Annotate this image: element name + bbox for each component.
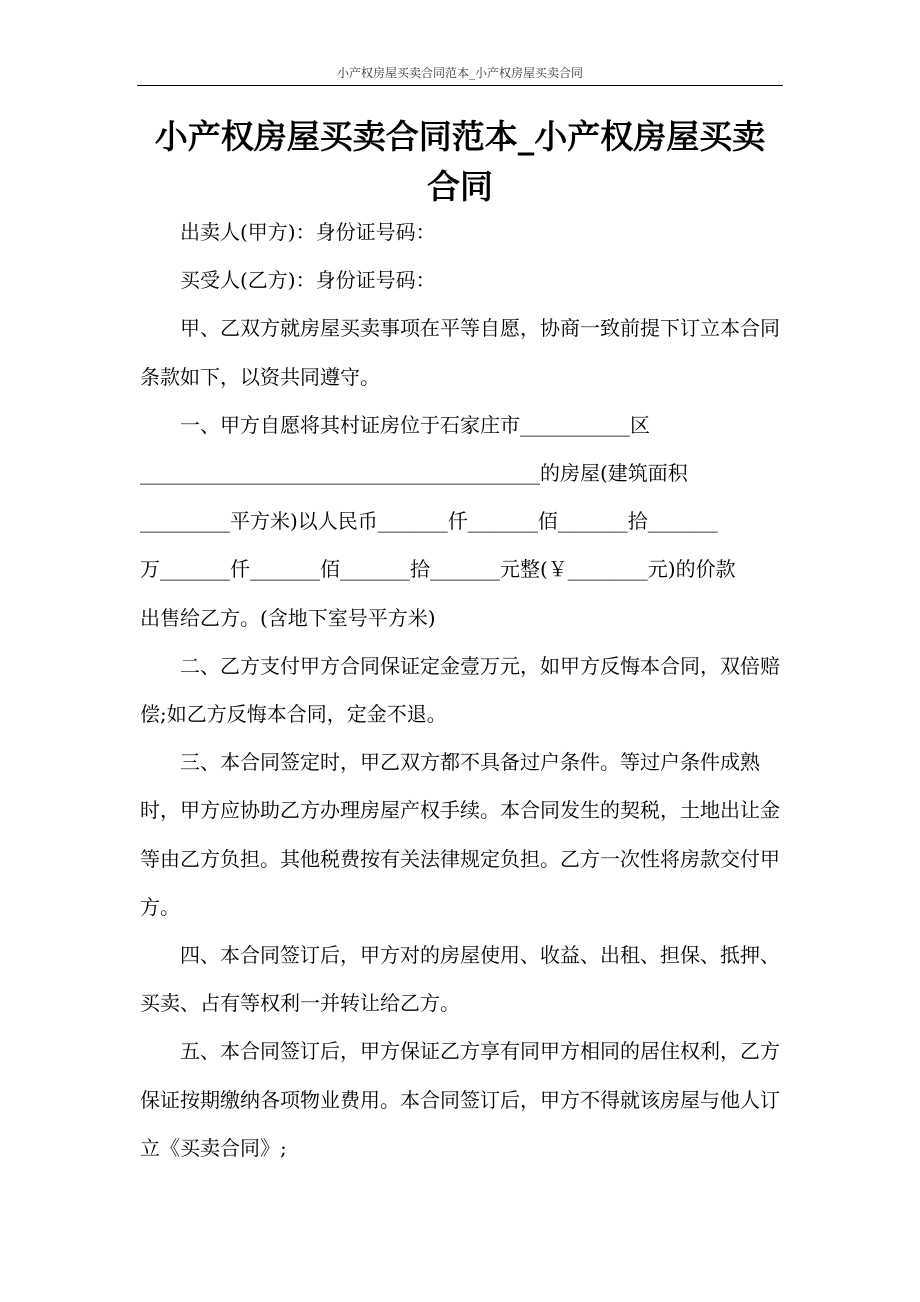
clause-1-line: ________________________________________的房屋(建筑面积 xyxy=(140,461,688,486)
clause-1-line: 一、甲方自愿将其村证房位于石家庄市___________区 xyxy=(180,412,650,437)
clause-4-paragraph: 四、本合同签订后，甲方对的房屋使用、收益、出租、担保、抵押、买卖、占有等权利一并转让给乙方。 xyxy=(140,943,780,1016)
clause-1-line: 出售给乙方。(含地下室号平方米) xyxy=(140,605,436,630)
seller-line: 出卖人(甲方)：身份证号码： xyxy=(180,220,436,244)
running-header: 小产权房屋买卖合同范本_小产权房屋买卖合同 xyxy=(137,64,783,86)
buyer-line: 买受人(乙方)：身份证号码： xyxy=(180,268,436,293)
clause-3-paragraph: 三、本合同签定时，甲乙双方都不具备过户条件。等过户条件成熟时，甲方应协助乙方办理房屋产权手续。本合同发生的契税，土地出让金等由乙方负担。其他税费按有关法律规定负担。乙方一次性将房款交付甲方。 xyxy=(140,750,780,919)
clause-2-paragraph: 二、乙方支付甲方合同保证定金壹万元，如甲方反悔本合同，双倍赔偿;如乙方反悔本合同，定金不退。 xyxy=(140,653,780,727)
contract-body xyxy=(140,208,780,1172)
intro-paragraph: 甲、乙双方就房屋买卖事项在平等自愿，协商一致前提下订立本合同条款如下，以资共同遵守。 xyxy=(140,316,780,389)
document-title: 小产权房屋买卖合同范本_小产权房屋买卖合同 xyxy=(154,117,766,206)
clause-1-line: 万_______仟_______佰_______拾_______元整(￥________元)的价款 xyxy=(140,557,736,582)
clause-5-paragraph: 五、本合同签订后，甲方保证乙方享有同甲方相同的居住权利，乙方保证按期缴纳各项物业费用。本合同签订后，甲方不得就该房屋与他人订立《买卖合同》; xyxy=(140,1039,780,1160)
clause-1-line: _________平方米)以人民币_______仟_______佰_______拾_______ xyxy=(140,509,718,534)
